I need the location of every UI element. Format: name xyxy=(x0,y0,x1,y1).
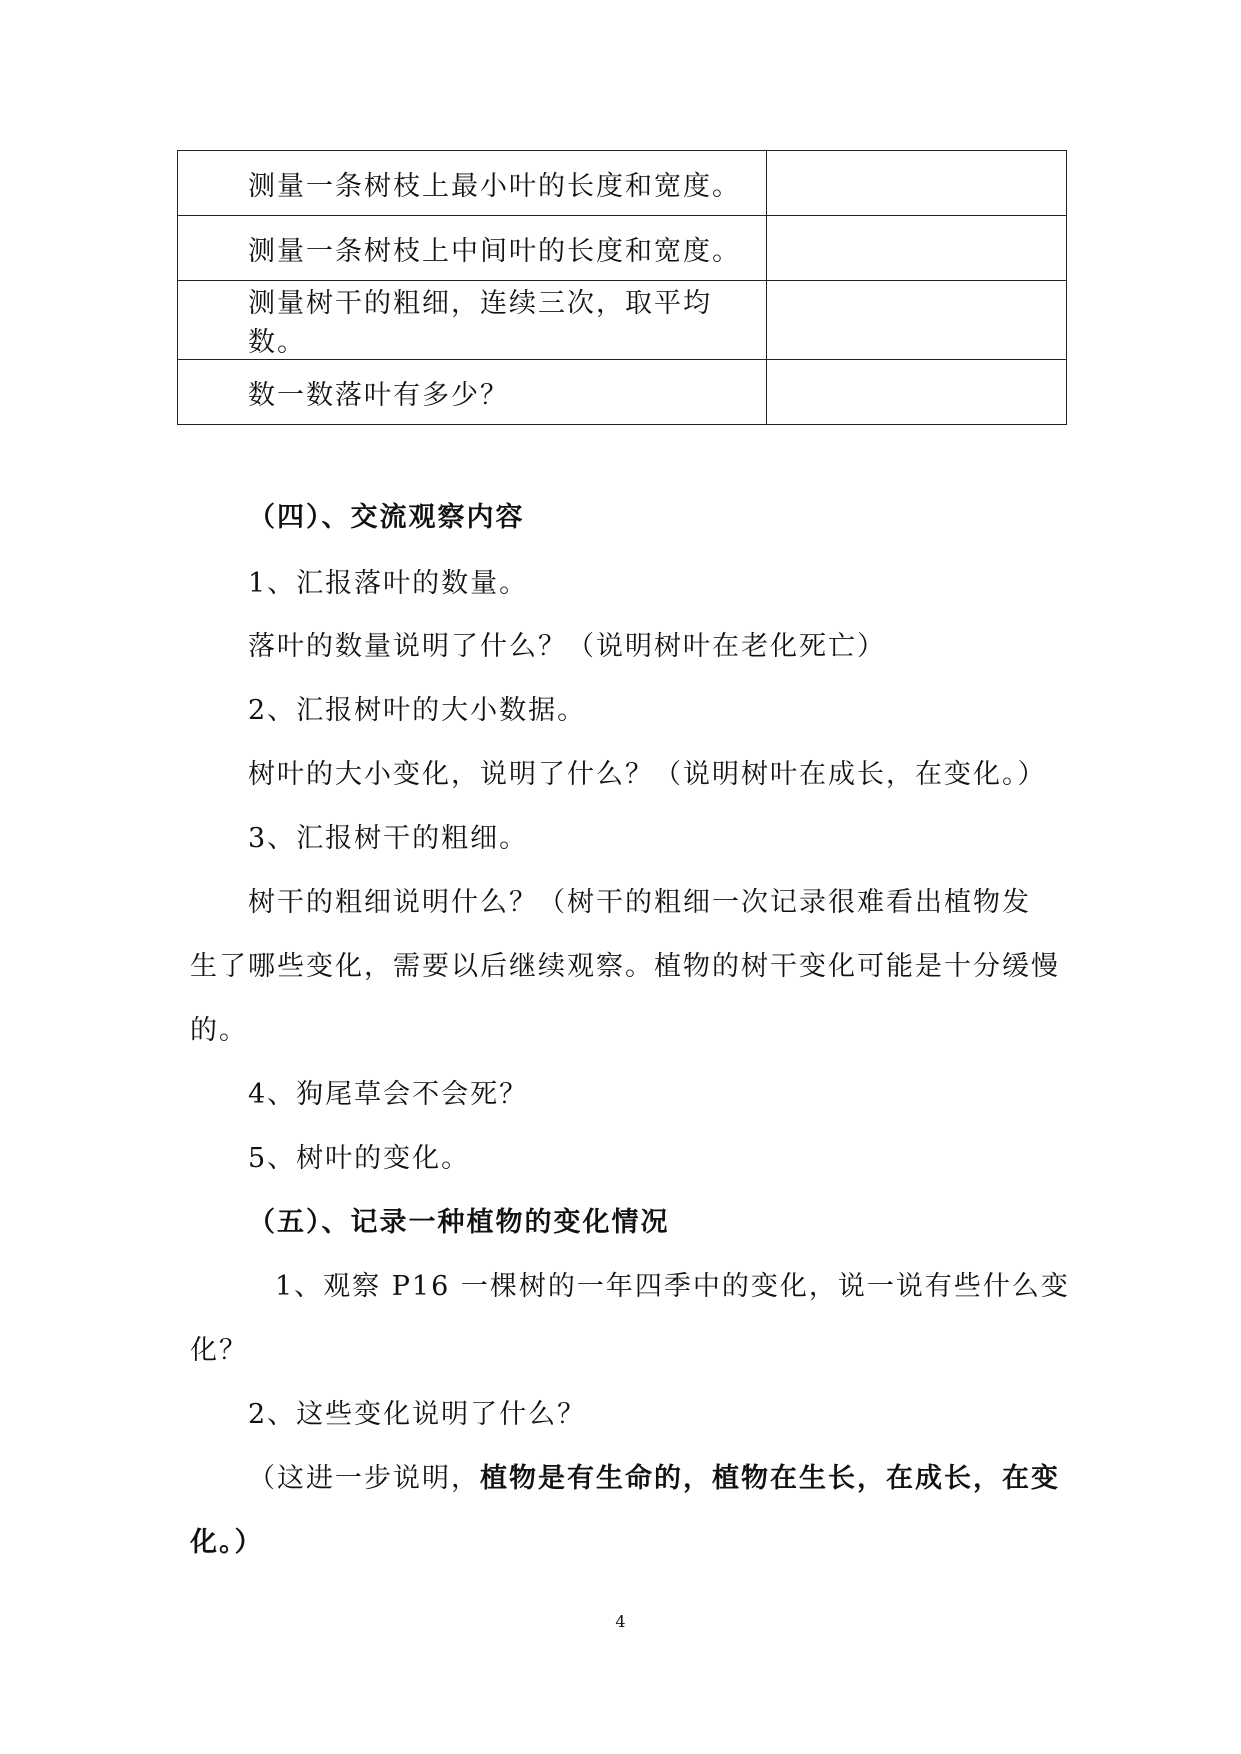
table-row xyxy=(178,281,1067,360)
table-cell-task: 测量一条树枝上中间叶的长度和宽度。 xyxy=(178,216,767,281)
section-4-item-4: 4、狗尾草会不会死？ xyxy=(248,1079,529,1110)
conclusion-bold-text: 植物是有生命的，植物在生长，在成长，在变 xyxy=(480,1463,1060,1494)
section-4-item-1: 1、汇报落叶的数量。 xyxy=(248,568,529,599)
section-5-heading: （五）、记录一种植物的变化情况 xyxy=(248,1207,670,1238)
observation-table xyxy=(177,150,1067,425)
section-5-item-2: 2、这些变化说明了什么？ xyxy=(248,1399,587,1430)
conclusion-prefix: （这进一步说明， xyxy=(248,1463,480,1494)
section-4-question-3-line-3: 的。 xyxy=(190,1015,248,1046)
table-row xyxy=(178,216,1067,281)
section-4-question-1: 落叶的数量说明了什么？（说明树叶在老化死亡） xyxy=(248,631,886,662)
table-cell-record xyxy=(766,151,1066,216)
section-5-item-1-line-2: 化？ xyxy=(190,1335,248,1366)
table-row xyxy=(178,360,1067,425)
table-cell-record xyxy=(766,216,1066,281)
section-4-heading: （四）、交流观察内容 xyxy=(248,502,525,533)
table-cell-task: 测量树干的粗细，连续三次，取平均数。 xyxy=(178,281,767,360)
section-4-item-3: 3、汇报树干的粗细。 xyxy=(248,823,529,854)
section-4-question-2: 树叶的大小变化，说明了什么？（说明树叶在成长，在变化。） xyxy=(248,759,1047,790)
section-4-item-5: 5、树叶的变化。 xyxy=(248,1143,471,1174)
section-5-item-1-line-1: 1、观察 P16 一棵树的一年四季中的变化，说一说有些什么变 xyxy=(275,1271,1070,1302)
section-4-item-2: 2、汇报树叶的大小数据。 xyxy=(248,695,587,726)
table-cell-task: 测量一条树枝上最小叶的长度和宽度。 xyxy=(178,151,767,216)
table-row xyxy=(178,151,1067,216)
table-cell-record xyxy=(766,281,1066,360)
section-5-conclusion-line-1 xyxy=(248,1461,1060,1497)
table-cell-record xyxy=(766,360,1066,425)
table-cell-task: 数一数落叶有多少？ xyxy=(178,360,767,425)
section-5-conclusion-line-2: 化。） xyxy=(190,1527,264,1558)
section-4-question-3-line-2: 生了哪些变化，需要以后继续观察。植物的树干变化可能是十分缓慢 xyxy=(190,951,1060,982)
page-number: 4 xyxy=(615,1612,626,1631)
section-4-question-3-line-1: 树干的粗细说明什么？（树干的粗细一次记录很难看出植物发 xyxy=(248,887,1031,918)
